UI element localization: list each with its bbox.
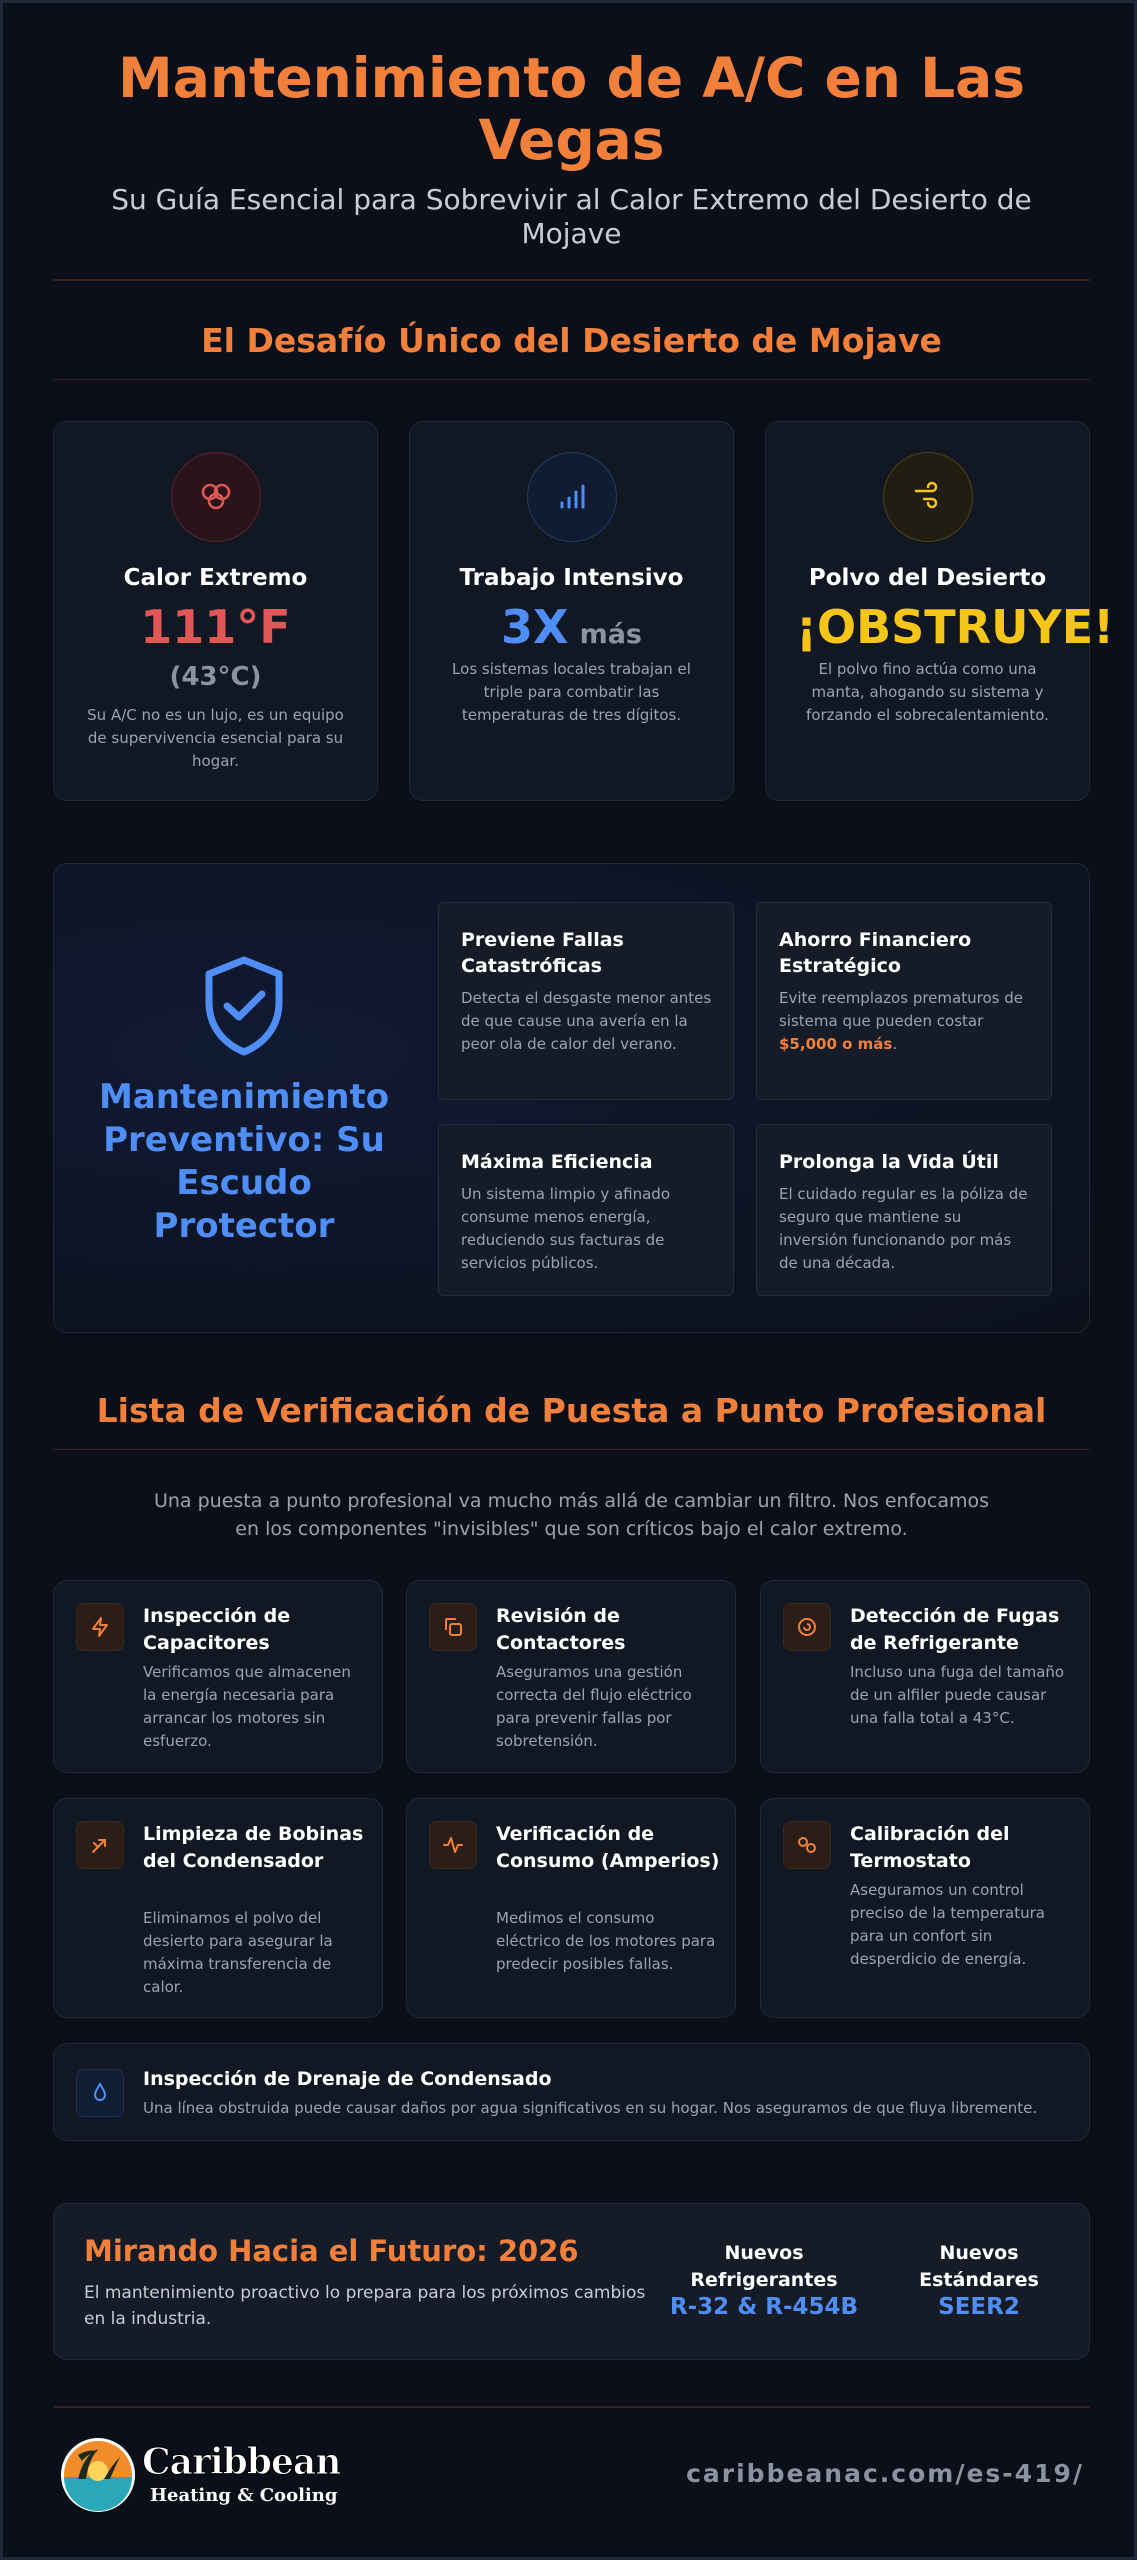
divider <box>53 379 1090 380</box>
savings-highlight: $5,000 o más <box>779 1035 893 1053</box>
card-value: 111°F <box>140 600 291 654</box>
preventive-panel <box>53 863 1090 1333</box>
card-desc: El polvo fino actúa como una manta, ahogando su sistema y forzando el sobrecalentamiento. <box>806 660 1049 724</box>
checklist-heading: Lista de Verificación de Puesta a Punto Profesional <box>96 1391 1047 1430</box>
benefit-title: Prolonga la Vida Útil <box>779 1151 999 1173</box>
item-desc: Una línea obstruida puede causar daños por agua significativos en su hogar. Nos aseguramos de que fluya libremente. <box>143 2099 1038 2117</box>
stat-value: SEER2 <box>938 2294 1020 2320</box>
stat-value: R-32 & R-454B <box>669 2294 859 2320</box>
card-value-suffix: más <box>579 619 642 650</box>
card-value: ¡OBSTRUYE! <box>796 600 1115 654</box>
future-title: Mirando Hacia el Futuro: 2026 <box>84 2234 579 2268</box>
fan-arrow-icon <box>76 1821 124 1869</box>
refrigerant-icon <box>783 1603 831 1651</box>
challenge-card-heat <box>53 421 378 801</box>
checklist-intro: Una puesta a punto profesional va mucho más allá de cambiar un filtro. Nos enfocamos en los componentes "invisibles" que son críticos bajo el calor extremo. <box>153 1490 989 1540</box>
item-desc: Incluso una fuga del tamaño de un alfiler puede causar una falla total a 43°C. <box>850 1663 1065 1727</box>
benefit-title: Previene Fallas Catastróficas <box>461 929 624 977</box>
item-title: Inspección de Drenaje de Condensado <box>143 2068 552 2090</box>
stat-label: Nuevos Estándares <box>919 2242 1039 2291</box>
benefit-desc: Detecta el desgaste menor antes de que cause una avería en la peor ola de calor del verano. <box>461 989 712 1053</box>
thermometer-icon <box>171 452 261 542</box>
divider <box>53 279 1090 281</box>
future-desc: El mantenimiento proactivo lo prepara para los próximos cambios en la industria. <box>84 2283 646 2329</box>
logo-main: Caribbean <box>142 2441 341 2483</box>
divider <box>53 2406 1090 2408</box>
item-title: Limpieza de Bobinas del Condensador <box>143 1823 364 1872</box>
logo-emblem-icon <box>58 2435 138 2515</box>
benefit-card <box>438 902 734 1100</box>
challenge-card-dust <box>765 421 1115 801</box>
website-link[interactable]: caribbeanac.com/es-419/ <box>686 2459 1084 2488</box>
stat-label: Nuevos Refrigerantes <box>690 2242 838 2291</box>
card-value: 3X <box>500 600 569 654</box>
benefit-card <box>756 902 1052 1100</box>
benefit-card <box>756 1124 1052 1296</box>
benefit-card <box>438 1124 734 1296</box>
item-title: Verificación de Consumo (Amperios) <box>496 1823 720 1872</box>
benefit-desc: Un sistema limpio y afinado consume menos energía, reduciendo sus facturas de servicios públicos. <box>461 1185 670 1272</box>
wind-icon <box>883 452 973 542</box>
logo-sub: Heating & Cooling <box>150 2485 338 2506</box>
checklist-item <box>406 1798 736 2018</box>
benefit-desc: El cuidado regular es la póliza de seguro que mantiene su inversión funcionando por más de una década. <box>779 1185 1028 1272</box>
future-stat <box>654 2240 874 2320</box>
card-value-row <box>410 600 733 654</box>
benefit-title: Ahorro Financiero Estratégico <box>779 929 972 977</box>
checklist-item <box>53 1580 383 1773</box>
item-title: Calibración del Termostato <box>850 1823 1010 1872</box>
future-stat <box>894 2240 1064 2320</box>
page-title: Mantenimiento de A/C en Las Vegas <box>118 46 1025 172</box>
card-title: Polvo del Desierto <box>808 565 1047 591</box>
item-desc: Aseguramos un control preciso de la temperatura para un confort sin desperdicio de energía. <box>850 1881 1045 1968</box>
challenge-heading: El Desafío Único del Desierto de Mojave <box>201 321 942 360</box>
bar-chart-icon <box>527 452 617 542</box>
item-desc: Verificamos que almacenen la energía necesaria para arrancar los motores sin esfuerzo. <box>143 1663 351 1750</box>
checklist-item <box>760 1580 1090 1773</box>
pulse-icon <box>429 1821 477 1869</box>
card-desc: Los sistemas locales trabajan el triple para combatir las temperaturas de tres dígitos. <box>452 660 691 724</box>
item-desc: Aseguramos una gestión correcta del flujo eléctrico para prevenir fallas por sobretensión. <box>496 1663 692 1750</box>
preventive-title: Mantenimiento Preventivo: Su Escudo Protector <box>98 1077 390 1246</box>
card-sub: (43°C) <box>169 662 262 692</box>
item-desc: Medimos el consumo eléctrico de los motores para predecir posibles fallas. <box>496 1909 716 1973</box>
checklist-item-drain <box>53 2043 1090 2141</box>
checklist-item <box>53 1798 383 2018</box>
challenge-card-workload <box>409 421 734 801</box>
lightning-icon <box>76 1603 124 1651</box>
card-title: Trabajo Intensivo <box>459 565 684 591</box>
header <box>53 47 1090 251</box>
item-desc: Eliminamos el polvo del desierto para asegurar la máxima transferencia de calor. <box>143 1909 333 1996</box>
benefit-title: Máxima Eficiencia <box>461 1151 653 1173</box>
card-desc: Su A/C no es un lujo, es un equipo de supervivencia esencial para su hogar. <box>87 706 344 770</box>
benefit-desc: Evite reemplazos prematuros de sistema que pueden costar $5,000 o más. <box>779 989 1023 1053</box>
divider <box>53 1449 1090 1450</box>
future-panel <box>53 2203 1090 2360</box>
item-title: Revisión de Contactores <box>496 1605 626 1654</box>
company-logo[interactable] <box>58 2435 358 2515</box>
checklist-item <box>406 1580 736 1773</box>
item-title: Inspección de Capacitores <box>143 1605 291 1654</box>
shield-check-icon <box>199 954 289 1062</box>
page-subtitle: Su Guía Esencial para Sobrevivir al Calor Extremo del Desierto de Mojave <box>111 183 1032 250</box>
checklist-item <box>760 1798 1090 2018</box>
thermostat-icon <box>783 1821 831 1869</box>
item-title: Detección de Fugas de Refrigerante <box>850 1605 1060 1654</box>
copy-icon <box>429 1603 477 1651</box>
card-title: Calor Extremo <box>123 565 308 591</box>
water-drop-icon <box>76 2069 124 2117</box>
